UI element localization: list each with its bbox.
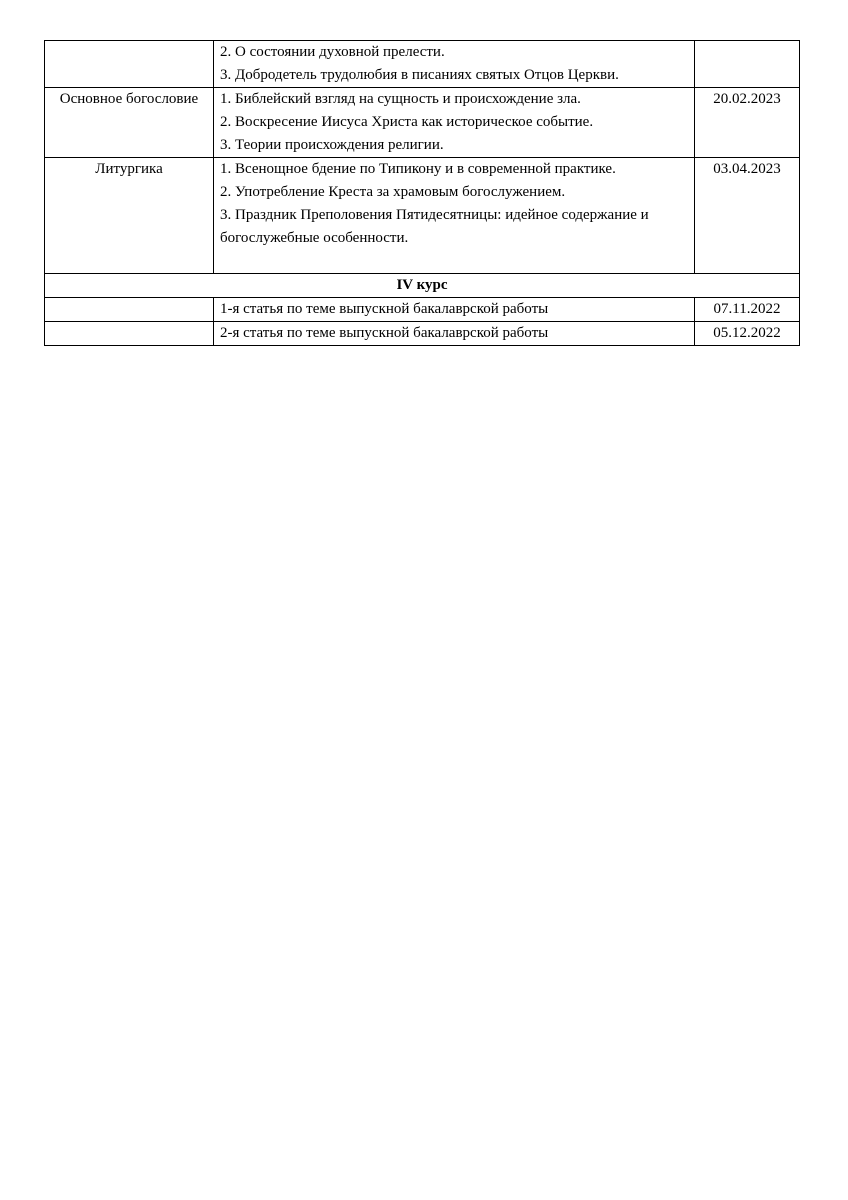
section-title-cell: [45, 274, 800, 298]
table-row: [45, 158, 800, 274]
topic-item: 2-я статья по теме выпускной бакалаврской работы: [220, 325, 549, 341]
document-page: [44, 40, 799, 346]
section-header-row: [45, 274, 800, 298]
date-cell: [695, 158, 800, 274]
topic-item: 3. Праздник Преполовения Пятидесятницы: идейное содержание и богослужебные особенности.: [220, 207, 649, 246]
topics-cell: [214, 158, 695, 274]
date-cell: [695, 298, 800, 322]
topics-cell: [214, 298, 695, 322]
topic-item: 2. Употребление Креста за храмовым богослужением.: [220, 184, 566, 200]
table-row: [45, 41, 800, 88]
topics-cell: [214, 322, 695, 346]
date-value: 03.04.2023: [713, 161, 781, 177]
cell-spacer: [220, 250, 688, 273]
subject-cell: [45, 298, 214, 322]
subject-cell: [45, 158, 214, 274]
topic-item: 2. О состоянии духовной прелести.: [220, 44, 445, 60]
topic-item: 2. Воскресение Иисуса Христа как историческое событие.: [220, 114, 594, 130]
date-value: 07.11.2022: [713, 301, 781, 317]
topic-item: 3. Добродетель трудолюбия в писаниях святых Отцов Церкви.: [220, 67, 619, 83]
section-title: IV курс: [396, 277, 448, 293]
topics-cell: [214, 41, 695, 88]
date-value: 20.02.2023: [713, 91, 781, 107]
topic-item: 3. Теории происхождения религии.: [220, 137, 444, 153]
subject-cell: [45, 322, 214, 346]
topics-cell: [214, 88, 695, 158]
date-value: 05.12.2022: [713, 325, 781, 341]
subject-name: Основное богословие: [59, 91, 199, 107]
topic-item: 1. Всенощное бдение по Типикону и в современной практике.: [220, 161, 616, 177]
date-cell: [695, 41, 800, 88]
subject-name: Литургика: [95, 161, 163, 177]
topic-item: 1. Библейский взгляд на сущность и происхождение зла.: [220, 91, 581, 107]
date-cell: [695, 88, 800, 158]
topic-item: 1-я статья по теме выпускной бакалаврской работы: [220, 301, 549, 317]
date-cell: [695, 322, 800, 346]
table-row: [45, 88, 800, 158]
table-row: [45, 322, 800, 346]
subject-cell: [45, 88, 214, 158]
table-row: [45, 298, 800, 322]
schedule-table: [44, 40, 800, 346]
subject-cell: [45, 41, 214, 88]
